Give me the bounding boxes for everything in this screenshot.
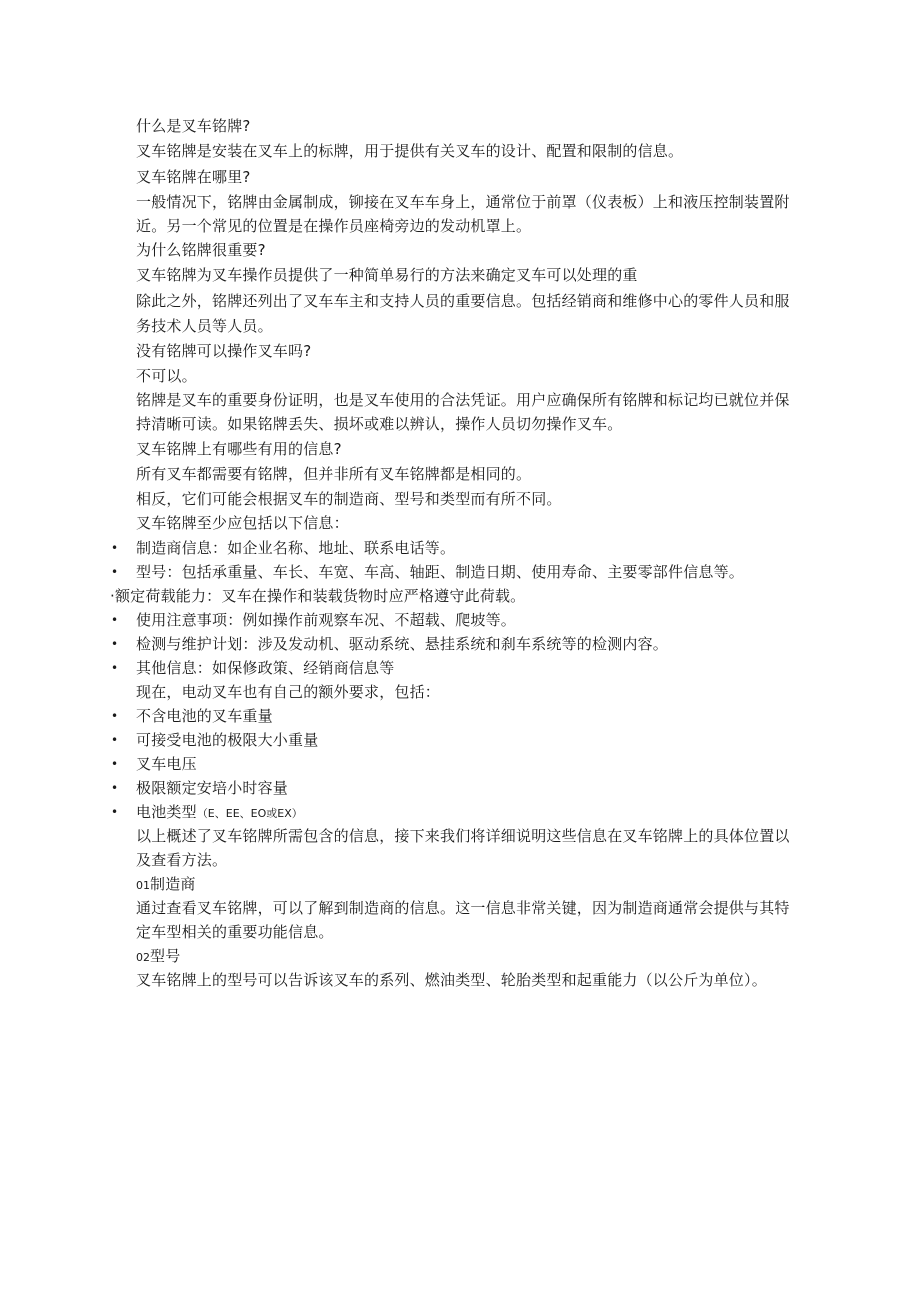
list-item-usage-notes: 使用注意事项：例如操作前观察车况、不超载、爬坡等。 <box>136 611 517 629</box>
paragraph-manufacturer-line-1: 通过查看叉车铭牌，可以了解到制造商的信息。这一信息非常关键，因为制造商通常会提供与其特 <box>136 899 790 917</box>
list-item-battery-size-weight: 可接受电池的极限大小重量 <box>136 731 319 749</box>
bullet-mark: • <box>111 733 119 747</box>
paragraph-at-least: 叉车铭牌至少应包括以下信息： <box>136 514 349 532</box>
list-item-voltage: 叉车电压 <box>136 755 197 773</box>
list-item-amp-hour: 极限额定安培小时容量 <box>136 779 289 797</box>
bullet-mark: • <box>111 781 119 795</box>
paragraph-summary-line-2: 及查看方法。 <box>136 851 228 869</box>
paragraph-identity-line-1: 铭牌是叉车的重要身份证明，也是叉车使用的合法凭证。用户应确保所有铭牌和标记均已就位并保 <box>136 391 790 409</box>
paragraph-not-same: 所有叉车都需要有铭牌，但并非所有叉车铭牌都是相同的。 <box>136 465 532 483</box>
heading-operate-without: 没有铭牌可以操作叉车吗? <box>136 342 312 360</box>
paragraph-manufacturer-line-2: 定车型相关的重要功能信息。 <box>136 923 334 941</box>
section-title: 制造商 <box>150 875 196 893</box>
paragraph-electric-requirements: 现在，电动叉车也有自己的额外要求，包括： <box>136 683 441 701</box>
battery-type-codes: （E、EE、EO或EX） <box>196 807 303 820</box>
paragraph-importance-line-3: 务技术人员等人员。 <box>136 317 273 335</box>
bullet-mark: • <box>111 805 119 819</box>
section-heading-model <box>136 944 180 970</box>
section-number: 01 <box>136 879 150 892</box>
paragraph-location-line-2: 近。另一个常见的位置是在操作员座椅旁边的发动机罩上。 <box>136 217 532 235</box>
battery-type-label: 电池类型 <box>136 803 197 821</box>
heading-where: 叉车铭牌在哪里? <box>136 168 251 186</box>
list-item-inspection-plan: 检测与维护计划：涉及发动机、驱动系统、悬挂系统和刹车系统等的检测内容。 <box>136 635 669 653</box>
bullet-mark: • <box>111 757 119 771</box>
section-number: 02 <box>136 951 150 964</box>
paragraph-importance-line-1: 叉车铭牌为叉车操作员提供了一种简单易行的方法来确定叉车可以处理的重 <box>136 266 638 284</box>
section-heading-manufacturer <box>136 872 196 898</box>
bullet-mark: • <box>111 709 119 723</box>
bullet-mark: • <box>111 541 119 555</box>
bullet-mark: • <box>111 637 119 651</box>
list-item-manufacturer-info: 制造商信息：如企业名称、地址、联系电话等。 <box>136 539 456 557</box>
list-item-weight-without-battery: 不含电池的叉车重量 <box>136 707 273 725</box>
paragraph-identity-line-2: 持清晰可读。如果铭牌丢失、损坏或难以辨认，操作人员切勿操作叉车。 <box>136 415 623 433</box>
paragraph-differ: 相反，它们可能会根据叉车的制造商、型号和类型而有所不同。 <box>136 490 562 508</box>
bullet-mark: • <box>111 613 119 627</box>
list-item-other-info: 其他信息：如保修政策、经销商信息等 <box>136 659 395 677</box>
section-title: 型号 <box>150 947 181 965</box>
heading-why-important: 为什么铭牌很重要? <box>136 241 266 259</box>
paragraph-answer-no: 不可以。 <box>136 367 197 385</box>
bullet-mark: • <box>111 661 119 675</box>
list-item-battery-type <box>136 800 303 826</box>
list-item-rated-load: ·额定荷载能力：叉车在操作和装载货物时应严格遵守此荷载。 <box>110 587 526 605</box>
paragraph-location-line-1: 一般情况下，铭牌由金属制成，铆接在叉车车身上，通常位于前罩（仪表板）上和液压控制装置附 <box>136 193 790 211</box>
heading-what-is: 什么是叉车铭牌? <box>136 117 251 135</box>
paragraph-importance-line-2: 除此之外，铭牌还列出了叉车车主和支持人员的重要信息。包括经销商和维修中心的零件人员和服 <box>136 292 790 310</box>
paragraph-summary-line-1: 以上概述了叉车铭牌所需包含的信息，接下来我们将详细说明这些信息在叉车铭牌上的具体位置以 <box>136 827 790 845</box>
heading-useful-info: 叉车铭牌上有哪些有用的信息? <box>136 440 342 458</box>
list-item-model: 型号：包括承重量、车长、车宽、车高、轴距、制造日期、使用寿命、主要零部件信息等。 <box>136 563 745 581</box>
bullet-mark: • <box>111 565 119 579</box>
paragraph-model: 叉车铭牌上的型号可以告诉该叉车的系列、燃油类型、轮胎类型和起重能力（以公斤为单位）。 <box>136 971 767 989</box>
paragraph-definition: 叉车铭牌是安装在叉车上的标牌，用于提供有关叉车的设计、配置和限制的信息。 <box>136 142 684 160</box>
